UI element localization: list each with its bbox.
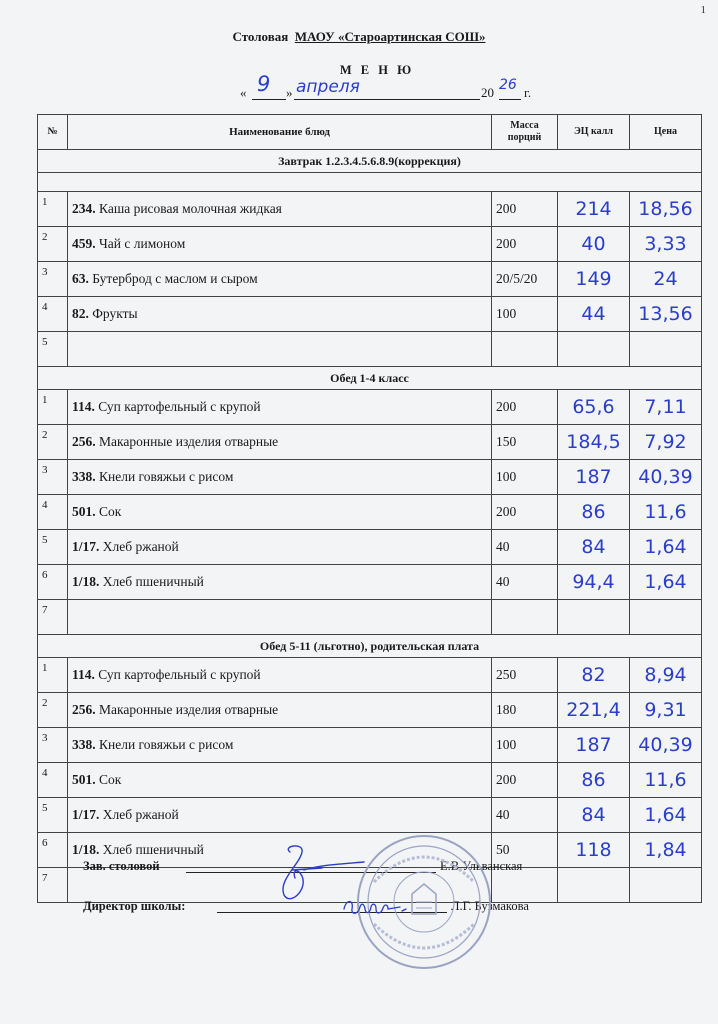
portion-mass: 20/5/20 xyxy=(492,262,558,297)
table-row xyxy=(38,530,702,565)
dish-name: Бутерброд с маслом и сыром xyxy=(92,271,258,286)
dish-name: Чай с лимоном xyxy=(99,236,186,251)
manager-label: Зав. столовой xyxy=(83,859,160,873)
dish-code: 256. xyxy=(72,702,96,717)
dish-name: Фрукты xyxy=(92,306,138,321)
dish-name: Каша рисовая молочная жидкая xyxy=(99,201,282,216)
price: 7,92 xyxy=(630,425,702,460)
col-header-kcal: ЭЦ калл xyxy=(558,115,630,150)
row-number: 5 xyxy=(38,798,68,833)
price: 13,56 xyxy=(630,297,702,332)
calories: 86 xyxy=(558,763,630,798)
calories: 221,4 xyxy=(558,693,630,728)
portion-mass: 40 xyxy=(492,798,558,833)
table-header-row xyxy=(38,115,702,150)
section-spacer-row xyxy=(38,173,702,192)
dish-code: 114. xyxy=(72,399,95,414)
page-title: М Е Н Ю xyxy=(339,63,415,77)
director-name: Л.Г. Бузмакова xyxy=(451,899,529,913)
calories: 40 xyxy=(558,227,630,262)
price xyxy=(630,332,702,367)
dish-cell xyxy=(68,297,492,332)
section-title: Обед 1-4 класс xyxy=(38,367,702,390)
calories: 84 xyxy=(558,798,630,833)
dish-cell xyxy=(68,600,492,635)
dish-name: Суп картофельный с крупой xyxy=(98,399,261,414)
row-number: 4 xyxy=(38,763,68,798)
dish-cell xyxy=(68,728,492,763)
portion-mass: 200 xyxy=(492,192,558,227)
table-row xyxy=(38,227,702,262)
dish-code: 234. xyxy=(72,201,96,216)
price: 3,33 xyxy=(630,227,702,262)
portion-mass: 200 xyxy=(492,495,558,530)
date-close-quote: » xyxy=(286,85,293,100)
date-year-abbr: г. xyxy=(524,85,532,100)
dish-code: 1/17. xyxy=(72,807,100,822)
date-day: 9 xyxy=(257,72,271,96)
calories: 84 xyxy=(558,530,630,565)
price xyxy=(630,868,702,903)
calories: 149 xyxy=(558,262,630,297)
row-number: 7 xyxy=(38,600,68,635)
dish-code: 459. xyxy=(72,236,96,251)
dish-cell xyxy=(68,495,492,530)
row-number: 4 xyxy=(38,297,68,332)
date-day-underline xyxy=(252,99,286,100)
row-number: 3 xyxy=(38,262,68,297)
dish-cell xyxy=(68,390,492,425)
row-number: 2 xyxy=(38,693,68,728)
dish-name: Хлеб ржаной xyxy=(102,539,179,554)
calories xyxy=(558,332,630,367)
portion-mass: 40 xyxy=(492,565,558,600)
col-header-num: № xyxy=(38,115,68,150)
date-month-underline xyxy=(294,99,480,100)
section-title: Обед 5-11 (льготно), родительская плата xyxy=(38,635,702,658)
table-row xyxy=(38,600,702,635)
calories: 118 xyxy=(558,833,630,868)
dish-code: 82. xyxy=(72,306,89,321)
portion-mass: 100 xyxy=(492,297,558,332)
calories: 187 xyxy=(558,460,630,495)
org-name: МАОУ «Староартинская СОШ» xyxy=(294,29,486,44)
dish-name: Хлеб ржаной xyxy=(102,807,179,822)
portion-mass: 200 xyxy=(492,763,558,798)
row-number: 6 xyxy=(38,565,68,600)
dish-cell xyxy=(68,262,492,297)
section-spacer xyxy=(38,173,702,192)
date-open-quote: « xyxy=(240,85,247,100)
price: 1,84 xyxy=(630,833,702,868)
dish-cell xyxy=(68,763,492,798)
dish-code: 256. xyxy=(72,434,96,449)
table-row xyxy=(38,565,702,600)
portion-mass xyxy=(492,332,558,367)
price: 1,64 xyxy=(630,530,702,565)
date-month: апреля xyxy=(296,77,360,97)
table-row xyxy=(38,495,702,530)
calories: 184,5 xyxy=(558,425,630,460)
manager-name: Е.В.Ульванская xyxy=(440,859,523,873)
calories: 94,4 xyxy=(558,565,630,600)
dish-code: 1/18. xyxy=(72,842,100,857)
dish-code: 114. xyxy=(72,667,95,682)
portion-mass xyxy=(492,600,558,635)
portion-mass: 200 xyxy=(492,227,558,262)
price: 11,6 xyxy=(630,763,702,798)
price xyxy=(630,600,702,635)
dish-code: 1/18. xyxy=(72,574,100,589)
canteen-header xyxy=(0,29,718,45)
price: 1,64 xyxy=(630,798,702,833)
table-row xyxy=(38,332,702,367)
dish-name: Кнели говяжьи с рисом xyxy=(99,469,234,484)
dish-cell xyxy=(68,460,492,495)
dish-cell xyxy=(68,192,492,227)
dish-name: Кнели говяжьи с рисом xyxy=(99,737,234,752)
table-row xyxy=(38,460,702,495)
dish-name: Суп картофельный с крупой xyxy=(98,667,261,682)
price: 9,31 xyxy=(630,693,702,728)
col-header-price: Цена xyxy=(630,115,702,150)
portion-mass: 100 xyxy=(492,460,558,495)
table-row xyxy=(38,262,702,297)
calories: 187 xyxy=(558,728,630,763)
dish-cell xyxy=(68,332,492,367)
price: 7,11 xyxy=(630,390,702,425)
col-header-name: Наименование блюд xyxy=(68,115,492,150)
date-year-prefix: 20 xyxy=(481,85,494,100)
calories: 82 xyxy=(558,658,630,693)
dish-code: 1/17. xyxy=(72,539,100,554)
row-number: 4 xyxy=(38,495,68,530)
row-number: 1 xyxy=(38,390,68,425)
table-row xyxy=(38,297,702,332)
dish-code: 338. xyxy=(72,469,96,484)
section-header-row xyxy=(38,150,702,173)
dish-code: 501. xyxy=(72,772,96,787)
org-prefix: Столовая xyxy=(232,29,289,44)
col-header-mass: Масса порций xyxy=(492,115,558,150)
section-header-row xyxy=(38,635,702,658)
dish-name: Сок xyxy=(99,772,122,787)
calories: 65,6 xyxy=(558,390,630,425)
menu-table xyxy=(37,114,702,903)
dish-cell xyxy=(68,425,492,460)
row-number: 3 xyxy=(38,460,68,495)
price: 40,39 xyxy=(630,728,702,763)
dish-cell xyxy=(68,530,492,565)
table-row xyxy=(38,425,702,460)
calories xyxy=(558,868,630,903)
dish-cell xyxy=(68,798,492,833)
table-row xyxy=(38,798,702,833)
table-row xyxy=(38,192,702,227)
dish-cell xyxy=(68,565,492,600)
date-year-underline xyxy=(499,99,521,100)
dish-code: 338. xyxy=(72,737,96,752)
portion-mass: 180 xyxy=(492,693,558,728)
dish-code: 501. xyxy=(72,504,96,519)
dish-cell xyxy=(68,227,492,262)
portion-mass: 150 xyxy=(492,425,558,460)
page-number: 1 xyxy=(700,4,706,16)
price: 24 xyxy=(630,262,702,297)
table-row xyxy=(38,693,702,728)
row-number: 3 xyxy=(38,728,68,763)
calories xyxy=(558,600,630,635)
dish-name: Сок xyxy=(99,504,122,519)
price: 8,94 xyxy=(630,658,702,693)
row-number: 2 xyxy=(38,227,68,262)
dish-name: Макаронные изделия отварные xyxy=(99,434,279,449)
portion-mass: 200 xyxy=(492,390,558,425)
portion-mass: 40 xyxy=(492,530,558,565)
price: 11,6 xyxy=(630,495,702,530)
row-number: 5 xyxy=(38,332,68,367)
table-row xyxy=(38,658,702,693)
dish-name: Макаронные изделия отварные xyxy=(99,702,279,717)
table-row xyxy=(38,728,702,763)
calories: 86 xyxy=(558,495,630,530)
dish-name: Хлеб пшеничный xyxy=(102,842,204,857)
calories: 44 xyxy=(558,297,630,332)
row-number: 1 xyxy=(38,658,68,693)
row-number: 1 xyxy=(38,192,68,227)
dish-code: 63. xyxy=(72,271,89,286)
table-row xyxy=(38,390,702,425)
table-row xyxy=(38,763,702,798)
section-title: Завтрак 1.2.3.4.5.6.8.9(коррекция) xyxy=(38,150,702,173)
dish-cell xyxy=(68,693,492,728)
director-label: Директор школы: xyxy=(83,899,186,913)
dish-name: Хлеб пшеничный xyxy=(102,574,204,589)
date-year-suffix: 26 xyxy=(499,77,517,93)
row-number: 2 xyxy=(38,425,68,460)
menu-table-body xyxy=(38,150,702,903)
portion-mass: 50 xyxy=(492,833,558,868)
price: 1,64 xyxy=(630,565,702,600)
dish-cell xyxy=(68,658,492,693)
director-signature xyxy=(340,893,412,923)
row-number: 5 xyxy=(38,530,68,565)
portion-mass: 100 xyxy=(492,728,558,763)
section-header-row xyxy=(38,367,702,390)
portion-mass: 250 xyxy=(492,658,558,693)
price: 40,39 xyxy=(630,460,702,495)
price: 18,56 xyxy=(630,192,702,227)
row-number: 6 xyxy=(38,833,68,868)
row-number: 7 xyxy=(38,868,68,903)
calories: 214 xyxy=(558,192,630,227)
